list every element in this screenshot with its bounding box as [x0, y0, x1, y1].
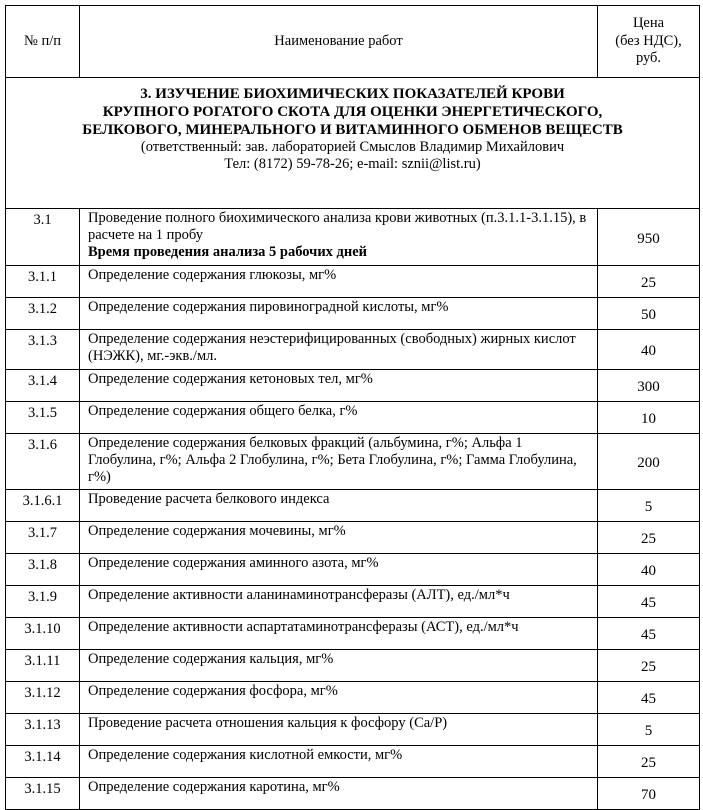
table-row [6, 298, 700, 330]
row-price: 200 [598, 434, 700, 490]
row-num: 3.1.15 [6, 778, 80, 810]
row-num: 3.1.3 [6, 330, 80, 370]
header-price [598, 6, 700, 78]
row-name: Определение содержания общего белка, г% [80, 402, 598, 434]
table-row [6, 586, 700, 618]
row-name: Определение содержания неэстерифицированных (свободных) жирных кислот (НЭЖК), мг.-экв./мл. [80, 330, 598, 370]
header-price-line: (без НДС), [615, 32, 682, 49]
row-price: 45 [598, 682, 700, 714]
row-name: Проведение расчета отношения кальция к фосфору (Са/Р) [80, 714, 598, 746]
table-row [6, 554, 700, 586]
header-price-line: Цена [632, 15, 665, 32]
row-name: Определение содержания мочевины, мг% [80, 522, 598, 554]
row-name: Определение содержания фосфора, мг% [80, 682, 598, 714]
row-name: Определение активности аспартатаминотрансферазы (АСТ), ед./мл*ч [80, 618, 598, 650]
section-title-line: БЕЛКОВОГО, МИНЕРАЛЬНОГО И ВИТАМИННОГО ОБМЕНОВ ВЕЩЕСТВ [82, 122, 623, 138]
row-num: 3.1.1 [6, 266, 80, 298]
table-row [6, 209, 700, 266]
section-header [6, 78, 700, 209]
row-price: 10 [598, 402, 700, 434]
row-num: 3.1.7 [6, 522, 80, 554]
row-num: 3.1.13 [6, 714, 80, 746]
header-num: № п/п [6, 6, 80, 78]
row-price: 40 [598, 330, 700, 370]
row-name: Определение содержания кетоновых тел, мг% [80, 370, 598, 402]
row-num: 3.1.4 [6, 370, 80, 402]
section-header-row [6, 78, 700, 209]
row-name: Определение содержания глюкозы, мг% [80, 266, 598, 298]
row-price: 25 [598, 650, 700, 682]
row-name: Определение содержания кислотной емкости, мг% [80, 746, 598, 778]
row-price: 45 [598, 586, 700, 618]
row-name: Определение содержания каротина, мг% [80, 778, 598, 810]
table-row [6, 402, 700, 434]
row-price: 40 [598, 554, 700, 586]
section-title-line: КРУПНОГО РОГАТОГО СКОТА ДЛЯ ОЦЕНКИ ЭНЕРГЕТИЧЕСКОГО, [102, 104, 603, 120]
header-name: Наименование работ [80, 6, 598, 78]
table-row [6, 714, 700, 746]
table-row [6, 490, 700, 522]
section-responsible: (ответственный: зав. лабораторией Смыслов Владимир Михайлович [140, 139, 565, 155]
row-price: 25 [598, 522, 700, 554]
row-name: Определение содержания кальция, мг% [80, 650, 598, 682]
row-num: 3.1.11 [6, 650, 80, 682]
table-row [6, 370, 700, 402]
row-name: Проведение расчета белкового индекса [80, 490, 598, 522]
table-row [6, 618, 700, 650]
row-price: 25 [598, 266, 700, 298]
row-price: 50 [598, 298, 700, 330]
row-num: 3.1.10 [6, 618, 80, 650]
table-row [6, 266, 700, 298]
row-num: 3.1.9 [6, 586, 80, 618]
row-price: 45 [598, 618, 700, 650]
table-row [6, 522, 700, 554]
row-num: 3.1.14 [6, 746, 80, 778]
table-row [6, 746, 700, 778]
row-price: 5 [598, 714, 700, 746]
section-title-line: 3. ИЗУЧЕНИЕ БИОХИМИЧЕСКИХ ПОКАЗАТЕЛЕЙ КРОВИ [140, 86, 565, 102]
row-name: Определение содержания белковых фракций (альбумина, г%; Альфа 1 Глобулина, г%; Альфа 2 Глобулина, г%; Бета Глобулина, г%; Гамма Глобулина, г%) [80, 434, 598, 490]
price-table [5, 5, 700, 810]
row-name: Определение активности аланинаминотрансферазы (АЛТ), ед./мл*ч [80, 586, 598, 618]
row-num: 3.1.12 [6, 682, 80, 714]
row-name: Проведение полного биохимического анализа крови животных (п.3.1.1-3.1.15), в расчете на 1 пробу [88, 210, 587, 243]
row-price: 5 [598, 490, 700, 522]
row-price: 300 [598, 370, 700, 402]
row-price: 70 [598, 778, 700, 810]
row-num: 3.1.6 [6, 434, 80, 490]
table-header-row [6, 6, 700, 78]
table-row [6, 434, 700, 490]
header-price-line: руб. [635, 50, 662, 67]
row-note: Время проведения анализа 5 рабочих дней [88, 244, 368, 260]
table-row [6, 650, 700, 682]
row-price: 950 [598, 209, 700, 266]
row-name-cell [80, 209, 598, 266]
table-row [6, 330, 700, 370]
row-num: 3.1 [6, 209, 80, 266]
row-price: 25 [598, 746, 700, 778]
row-num: 3.1.8 [6, 554, 80, 586]
row-num: 3.1.6.1 [6, 490, 80, 522]
row-name: Определение содержания аминного азота, мг% [80, 554, 598, 586]
table-row [6, 778, 700, 810]
row-num: 3.1.5 [6, 402, 80, 434]
row-num: 3.1.2 [6, 298, 80, 330]
row-name: Определение содержания пировиноградной кислоты, мг% [80, 298, 598, 330]
table-row [6, 682, 700, 714]
section-contacts: Тел: (8172) 59-78-26; e-mail: sznii@list.ru) [224, 156, 481, 172]
